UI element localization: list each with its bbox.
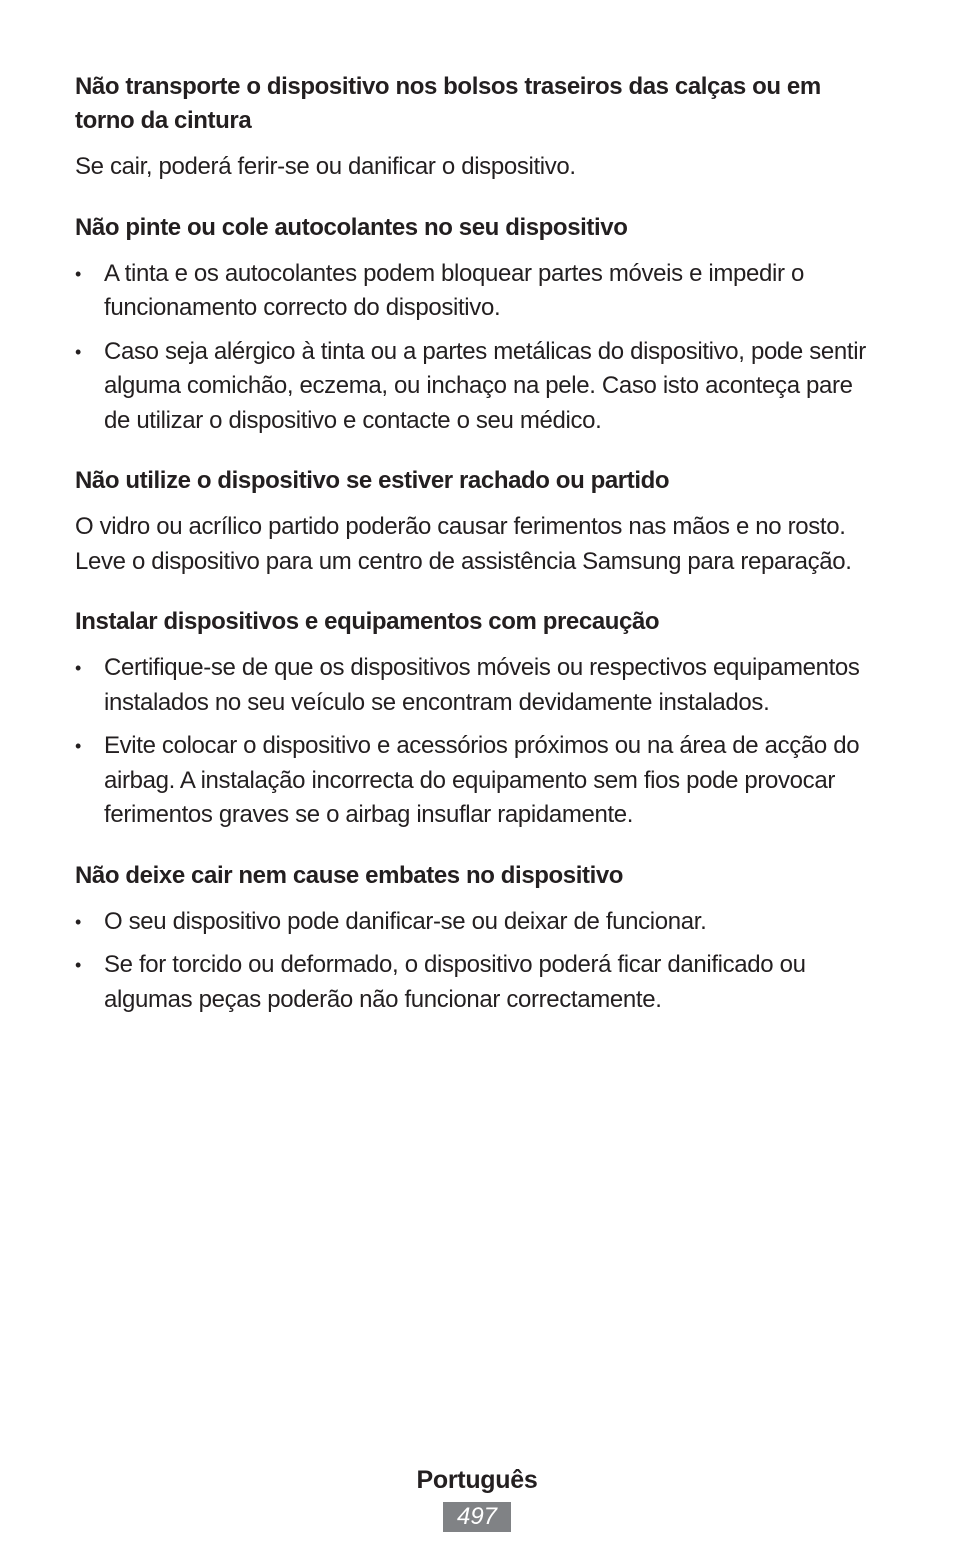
bullet-list (75, 905, 875, 1018)
bullet-item (75, 651, 875, 720)
page-number: 497 (443, 1502, 511, 1532)
bullet-dot: • (75, 911, 81, 932)
bullet-item (75, 729, 875, 833)
bullet-dot: • (75, 736, 81, 756)
bullet-text: Evite colocar o dispositivo e acessórios próximos ou na área de acção do airbag. A instalação incorrecta do equipamento sem fios pode provocar ferimentos graves se o airbag insuflar rapidamente. (104, 732, 860, 828)
bullet-item (75, 948, 875, 1017)
footer-language: Português (416, 1466, 538, 1494)
bullet-dot: • (75, 263, 81, 284)
page-footer (0, 1463, 954, 1532)
bullet-dot: • (75, 658, 81, 678)
bullet-text: O seu dispositivo pode danificar-se ou deixar de funcionar. (104, 907, 707, 935)
section-paragraph: O vidro ou acrílico partido poderão causar ferimentos nas mãos e no rosto. Leve o dispositivo para um centro de assistência Samsung para reparação. (75, 513, 852, 575)
bullet-text: Caso seja alérgico à tinta ou a partes metálicas do dispositivo, pode sentir alguma comichão, eczema, ou inchaço na pele. Caso isto aconteça pare de utilizar o dispositivo e contacte o seu médico. (104, 337, 866, 434)
bullet-list (75, 651, 875, 833)
document-body (75, 70, 875, 1017)
section-heading: Não utilize o dispositivo se estiver rachado ou partido (75, 467, 670, 494)
bullet-text: Se for torcido ou deformado, o dispositivo poderá ficar danificado ou algumas peças poderão não funcionar correctamente. (104, 951, 806, 1013)
bullet-item (75, 905, 875, 940)
section-heading: Não pinte ou cole autocolantes no seu dispositivo (75, 213, 628, 241)
section-heading: Instalar dispositivos e equipamentos com precaução (75, 608, 660, 635)
bullet-list (75, 257, 875, 439)
section-cracked-device (75, 464, 875, 579)
bullet-item (75, 257, 875, 326)
section-drop-impact (75, 859, 875, 1018)
section-paint-stickers (75, 211, 875, 439)
bullet-item (75, 335, 875, 439)
section-paragraph: Se cair, poderá ferir-se ou danificar o dispositivo. (75, 153, 576, 180)
bullet-text: Certifique-se de que os dispositivos móveis ou respectivos equipamentos instalados no seu veículo se encontram devidamente instalados. (104, 654, 860, 716)
section-install-carefully (75, 605, 875, 833)
bullet-dot: • (75, 341, 81, 362)
section-heading: Não deixe cair nem cause embates no dispositivo (75, 861, 624, 889)
section-back-pockets (75, 70, 875, 185)
section-heading: Não transporte o dispositivo nos bolsos traseiros das calças ou em torno da cintura (75, 73, 821, 134)
bullet-text: A tinta e os autocolantes podem bloquear partes móveis e impedir o funcionamento correcto do dispositivo. (104, 259, 804, 321)
bullet-dot: • (75, 955, 81, 975)
